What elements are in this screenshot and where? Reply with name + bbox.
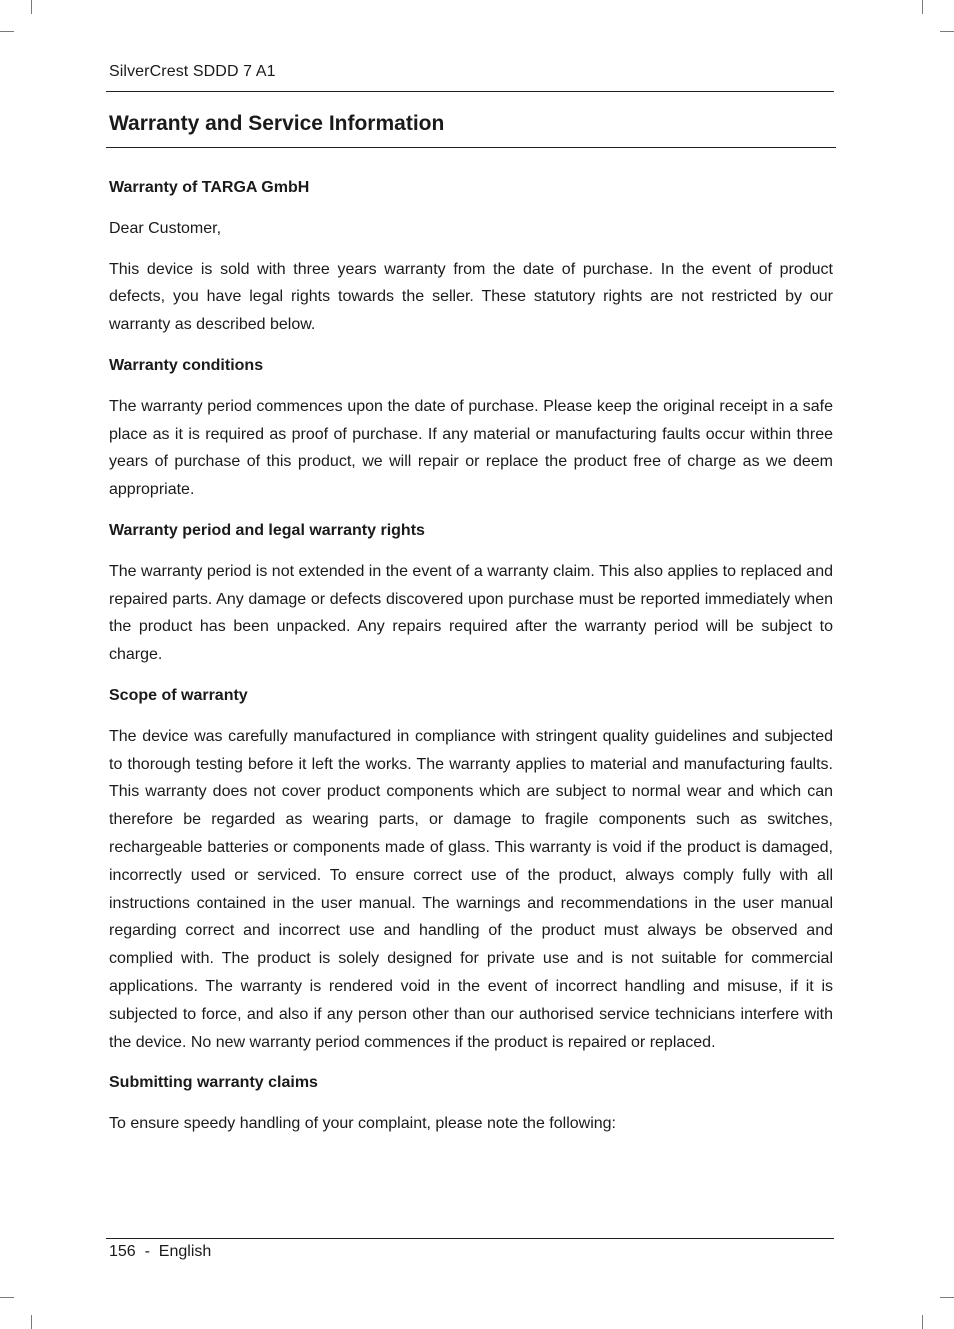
- crop-mark: [940, 1297, 954, 1298]
- section-heading-claims: Submitting warranty claims: [109, 1074, 318, 1092]
- crop-mark: [940, 31, 954, 32]
- crop-mark: [0, 1297, 14, 1298]
- paragraph-conditions: The warranty period commences upon the date of purchase. Please keep the original receipt in a safe place as it is required as proof of purchase. If any material or manufacturing faults occur within three years of purchase of this product, we will repair or replace the product free of charge as we deem appropriate.: [109, 397, 833, 499]
- section-heading-targa: Warranty of TARGA GmbH: [109, 179, 310, 196]
- document-body: [109, 174, 833, 1151]
- running-header: SilverCrest SDDD 7 A1: [109, 63, 276, 80]
- crop-mark: [922, 1315, 923, 1329]
- footer-rule: [106, 1238, 834, 1239]
- page-title: Warranty and Service Information: [109, 112, 445, 135]
- title-rule: [106, 147, 836, 148]
- section-heading-scope: Scope of warranty: [109, 686, 248, 704]
- paragraph-scope: The device was carefully manufactured in compliance with stringent quality guidelines and subjected to thorough testing before it left the works. The warranty applies to material and manufacturing faults. This warranty does not cover product components which are subject to normal wear and which can therefore be regarded as wearing parts, or damage to fragile components such as switches, rechargeable batteries or components made of glass. This warranty is void if the product is damaged, incorrectly used or serviced. To ensure correct use of the product, always comply fully with all instructions contained in the user manual. The warnings and recommendations in the user manual regarding correct and incorrect use and handling of the product must always be observed and complied with. The product is solely designed for private use and is not suitable for commercial applications. The warranty is rendered void in the event of incorrect handling and misuse, if it is subjected to force, and also if any person other than our authorised service technicians interfere with the device. No new warranty period commences if the product is repaired or replaced.: [109, 727, 833, 1051]
- paragraph-period: The warranty period is not extended in the event of a warranty claim. This also applies to replaced and repaired parts. Any damage or defects discovered upon purchase must be reported immediately when the product has been unpacked. Any repairs required after the warranty period will be subject to charge.: [109, 562, 833, 664]
- section-heading-conditions: Warranty conditions: [109, 356, 264, 374]
- header-rule: [106, 91, 834, 92]
- crop-mark: [31, 1315, 32, 1329]
- paragraph-targa: This device is sold with three years warranty from the date of purchase. In the event of product defects, you have legal rights towards the seller. These statutory rights are not restricted by our warranty as described below.: [109, 260, 833, 334]
- crop-mark: [922, 0, 923, 14]
- section-heading-period: Warranty period and legal warranty rights: [109, 521, 425, 539]
- crop-mark: [31, 0, 32, 14]
- greeting: Dear Customer,: [109, 219, 222, 237]
- page-footer: 156 - English: [109, 1243, 212, 1260]
- paragraph-claims: To ensure speedy handling of your complaint, please note the following:: [109, 1115, 616, 1133]
- crop-mark: [0, 31, 14, 32]
